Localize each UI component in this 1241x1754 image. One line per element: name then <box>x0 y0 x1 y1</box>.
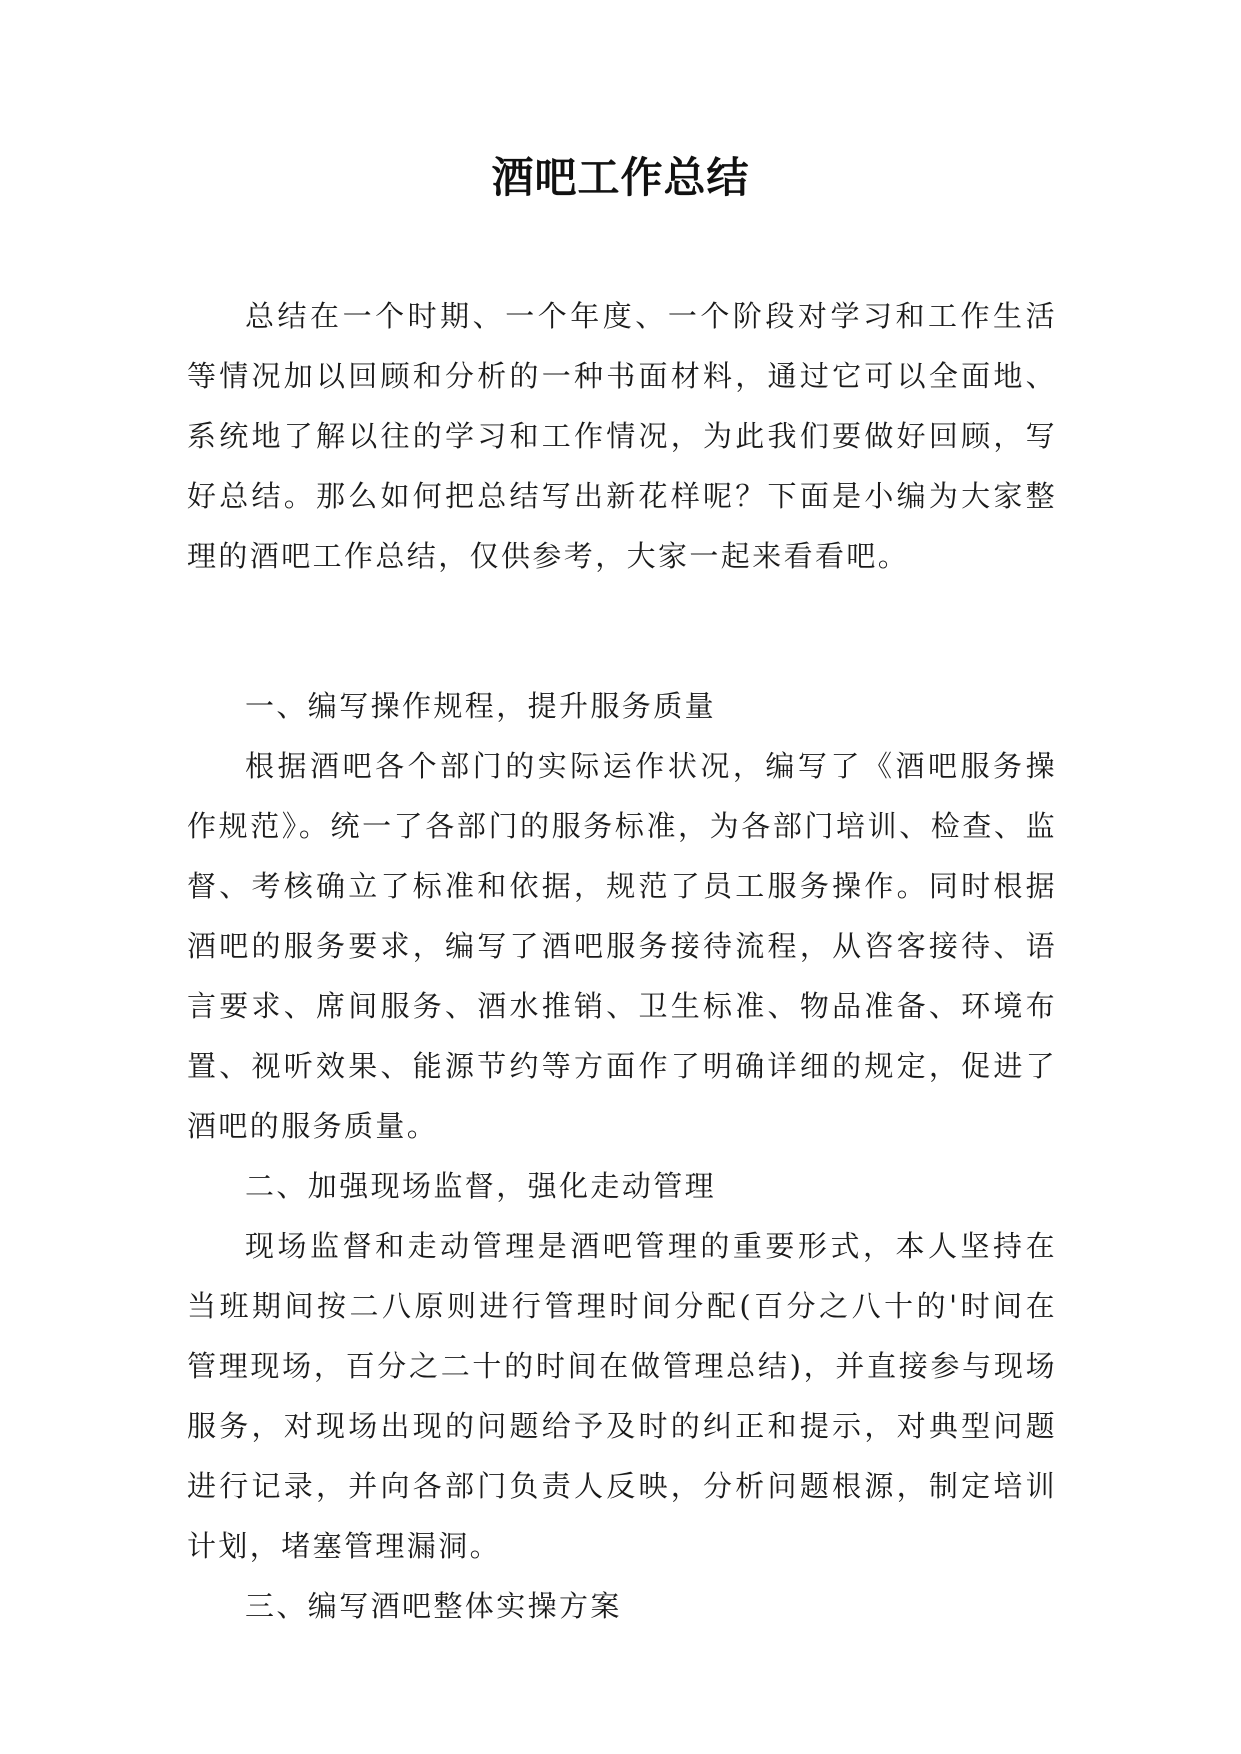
document-title: 酒吧工作总结 <box>491 153 750 202</box>
section-heading-3: 三、编写酒吧整体实操方案 <box>245 1589 622 1623</box>
section-body-1: 根据酒吧各个部门的实际运作状况，编写了《酒吧服务操作规范》。统一了各部门的服务标准，为各部门培训、检查、监督、考核确立了标准和依据，规范了员工服务操作。同时根据酒吧的服务要求，编写了酒吧服务接待流程，从咨客接待、语言要求、席间服务、酒水推销、卫生标准、物品准备、环境布置、视听效果、能源节约等方面作了明确详细的规定，促进了酒吧的服务质量。 <box>187 749 1057 1143</box>
intro-paragraph: 总结在一个时期、一个年度、一个阶段对学习和工作生活等情况加以回顾和分析的一种书面材料，通过它可以全面地、系统地了解以往的学习和工作情况，为此我们要做好回顾，写好总结。那么如何把总结写出新花样呢？下面是小编为大家整理的酒吧工作总结，仅供参考，大家一起来看看吧。 <box>187 299 1057 573</box>
section-heading-1: 一、编写操作规程，提升服务质量 <box>245 689 717 723</box>
paragraph-gap <box>187 586 1057 676</box>
section-heading-2: 二、加强现场监督，强化走动管理 <box>245 1169 717 1203</box>
document-body <box>187 286 1057 1636</box>
section-body-2: 现场监督和走动管理是酒吧管理的重要形式，本人坚持在当班期间按二八原则进行管理时间分配(百分之八十的'时间在管理现场，百分之二十的时间在做管理总结)，并直接参与现场服务，对现场出现的问题给予及时的纠正和提示，对典型问题进行记录，并向各部门负责人反映，分析问题根源，制定培训计划，堵塞管理漏洞。 <box>187 1229 1057 1563</box>
